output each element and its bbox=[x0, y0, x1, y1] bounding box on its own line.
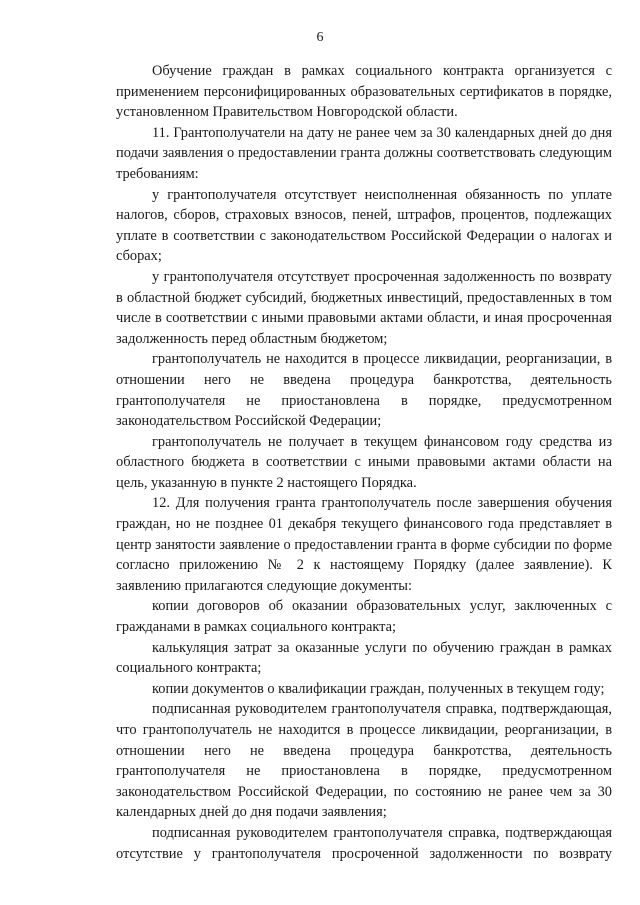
page-number: 6 bbox=[316, 30, 324, 45]
paragraph-item-12-application: 12. Для получения гранта грантополучатель после завершения обучения граждан, но не позднее 01 декабря текущего финансового года представляет в центр занятости заявление о предоставлении гранта в форме субсидии по форме согласно приложению № 2 к настоящему Порядку (далее заявление). К заявлению прилагаются следующие документы: bbox=[116, 495, 612, 594]
paragraph-not-in-liquidation: грантополучатель не находится в процессе ликвидации, реорганизации, в отношении него не введена процедура банкротства, деятельность грантополучателя не приостановлена в порядке, предусмотренном законодательством Российской Федерации; bbox=[116, 351, 612, 430]
paragraph-debt-certificate: подписанная руководителем грантополучателя справка, подтверждающая отсутствие у грантополучателя просроченной задолженности по возврату bbox=[116, 824, 612, 862]
paragraph-contract-copies: копии договоров об оказании образовательных услуг, заключенных с гражданами в рамках социального контракта; bbox=[116, 598, 612, 636]
paragraph-cost-calculation: калькуляция затрат за оказанные услуги по обучению граждан в рамках социального контракта; bbox=[116, 639, 612, 677]
paragraph-item-11-requirements: 11. Грантополучатели на дату не ранее чем за 30 календарных дней до дня подачи заявления о предоставлении гранта должны соответствовать следующим требованиям: bbox=[116, 124, 612, 182]
paragraph-education-certificates: Обучение граждан в рамках социального контракта организуется с применением персонифицированных образовательных сертификатов в порядке, установленном Правительством Новгородской области. bbox=[116, 63, 612, 121]
document-body bbox=[116, 61, 612, 864]
paragraph-no-budget-debt: у грантополучателя отсутствует просроченная задолженность по возврату в областной бюджет субсидий, бюджетных инвестиций, предоставленных в том числе в соответствии с иными правовыми актами области, и иная просроченная задолженность перед областным бюджетом; bbox=[116, 268, 612, 347]
paragraph-no-other-funds: грантополучатель не получает в текущем финансовом году средства из областного бюджета в соответствии с иными правовыми актами области на цель, указанную в пункте 2 настоящего Порядка. bbox=[116, 433, 612, 491]
paragraph-qualification-copies: копии документов о квалификации граждан, полученных в текущем году; bbox=[152, 680, 605, 697]
paragraph-no-tax-debt: у грантополучателя отсутствует неисполненная обязанность по уплате налогов, сборов, страховых взносов, пеней, штрафов, процентов, подлежащих уплате в соответствии с законодательством Российской Федерации о налогах и сборах; bbox=[116, 186, 612, 265]
paragraph-liquidation-certificate: подписанная руководителем грантополучателя справка, подтверждающая, что грантополучатель не находится в процессе ликвидации, реорганизации, в отношении него не введена процедура банкротства, деятельность грантополучателя не приостановлена в порядке, предусмотренном законодательством Российской Федерации, по состоянию не ранее чем за 30 календарных дней до дня подачи заявления; bbox=[116, 701, 612, 821]
